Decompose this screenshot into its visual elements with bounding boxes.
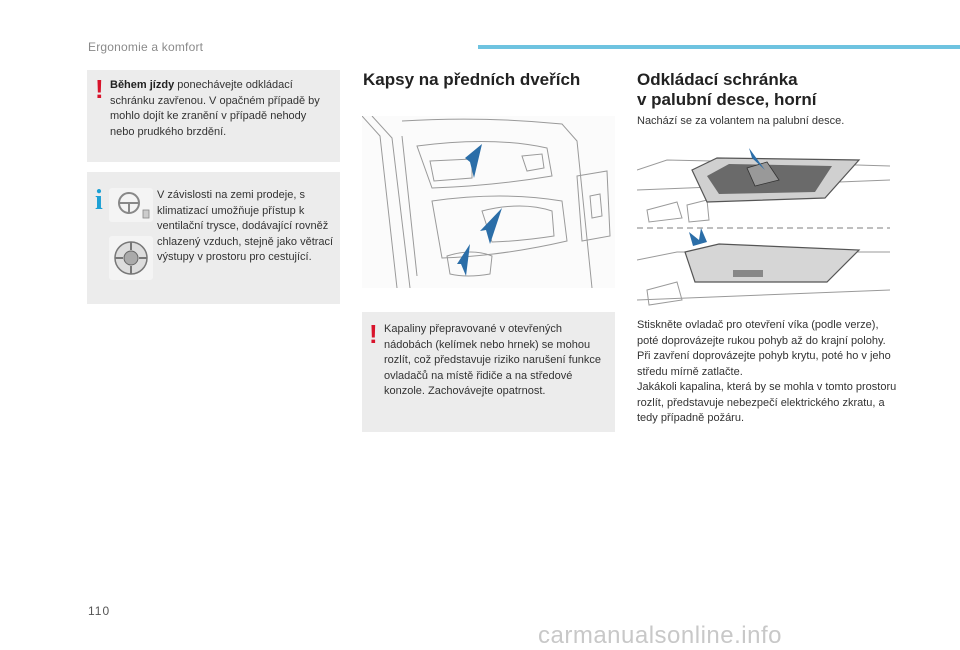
glovebox-open-instruction: Stiskněte ovladač pro otevření víka (podle verze), poté doprovázejte rukou pohyb až do krajní polohy. <box>637 319 886 347</box>
glovebox-title-line2: v palubní desce, horní <box>637 90 817 109</box>
section-title: Ergonomie a komfort <box>88 40 204 54</box>
air-vent-knob-icon <box>109 236 153 280</box>
glovebox-title <box>637 70 897 110</box>
glovebox-close-instruction: Při zavření doprovázejte pohyb krytu, poté ho v jeho středu mírně zatlačte. <box>637 350 891 378</box>
warning-text <box>110 78 332 140</box>
warning-box-liquids <box>362 312 615 432</box>
glovebox-instructions <box>637 318 897 427</box>
warning-box-glovebox <box>87 70 340 162</box>
glovebox-title-line1: Odkládací schránka <box>637 70 798 89</box>
door-pocket-illustration <box>362 116 615 288</box>
header-accent-bar <box>478 45 960 49</box>
steering-wheel-icon <box>109 188 153 222</box>
info-icon: i <box>95 185 103 216</box>
glovebox-intro: Nachází se za volantem na palubní desce. <box>637 115 845 127</box>
liquids-warning-text: Kapaliny přepravované v otevřených nádobách (kelímek nebo hrnek) se mohou rozlít, což představuje riziko narušení funkce ovladačů na místě řidiče a na středové konzole. Zachovávejte opatrnost. <box>384 323 602 397</box>
page-number: 110 <box>88 604 111 618</box>
glovebox-illustration <box>637 140 890 312</box>
warning-exclamation-icon: ! <box>369 319 378 349</box>
info-text: V závislosti na zemi prodeje, s klimatizací umožňuje přístup k ventilační trysce, dodávající rovněž chlazený vzduch, stejně jako větrací výstupy v prostoru pro cestující. <box>157 189 334 263</box>
info-box-ventilation <box>87 172 340 304</box>
door-pockets-title: Kapsy na předních dveřích <box>363 70 581 89</box>
watermark: carmanualsonline.info <box>538 622 782 649</box>
glovebox-liquid-warning: Jakákoli kapalina, která by se mohla v tomto prostoru rozlít, představuje nebezpečí elektrického zkratu, a tedy případně požáru. <box>637 381 897 424</box>
warning-bold-lead: Během jízdy <box>110 79 175 91</box>
warning-body: ponechávejte odkládací schránku zavřenou. V opačném případě by mohlo dojít ke zranění v případě nehody nebo prudkého brzdění. <box>110 79 320 138</box>
warning-exclamation-icon: ! <box>95 74 104 104</box>
